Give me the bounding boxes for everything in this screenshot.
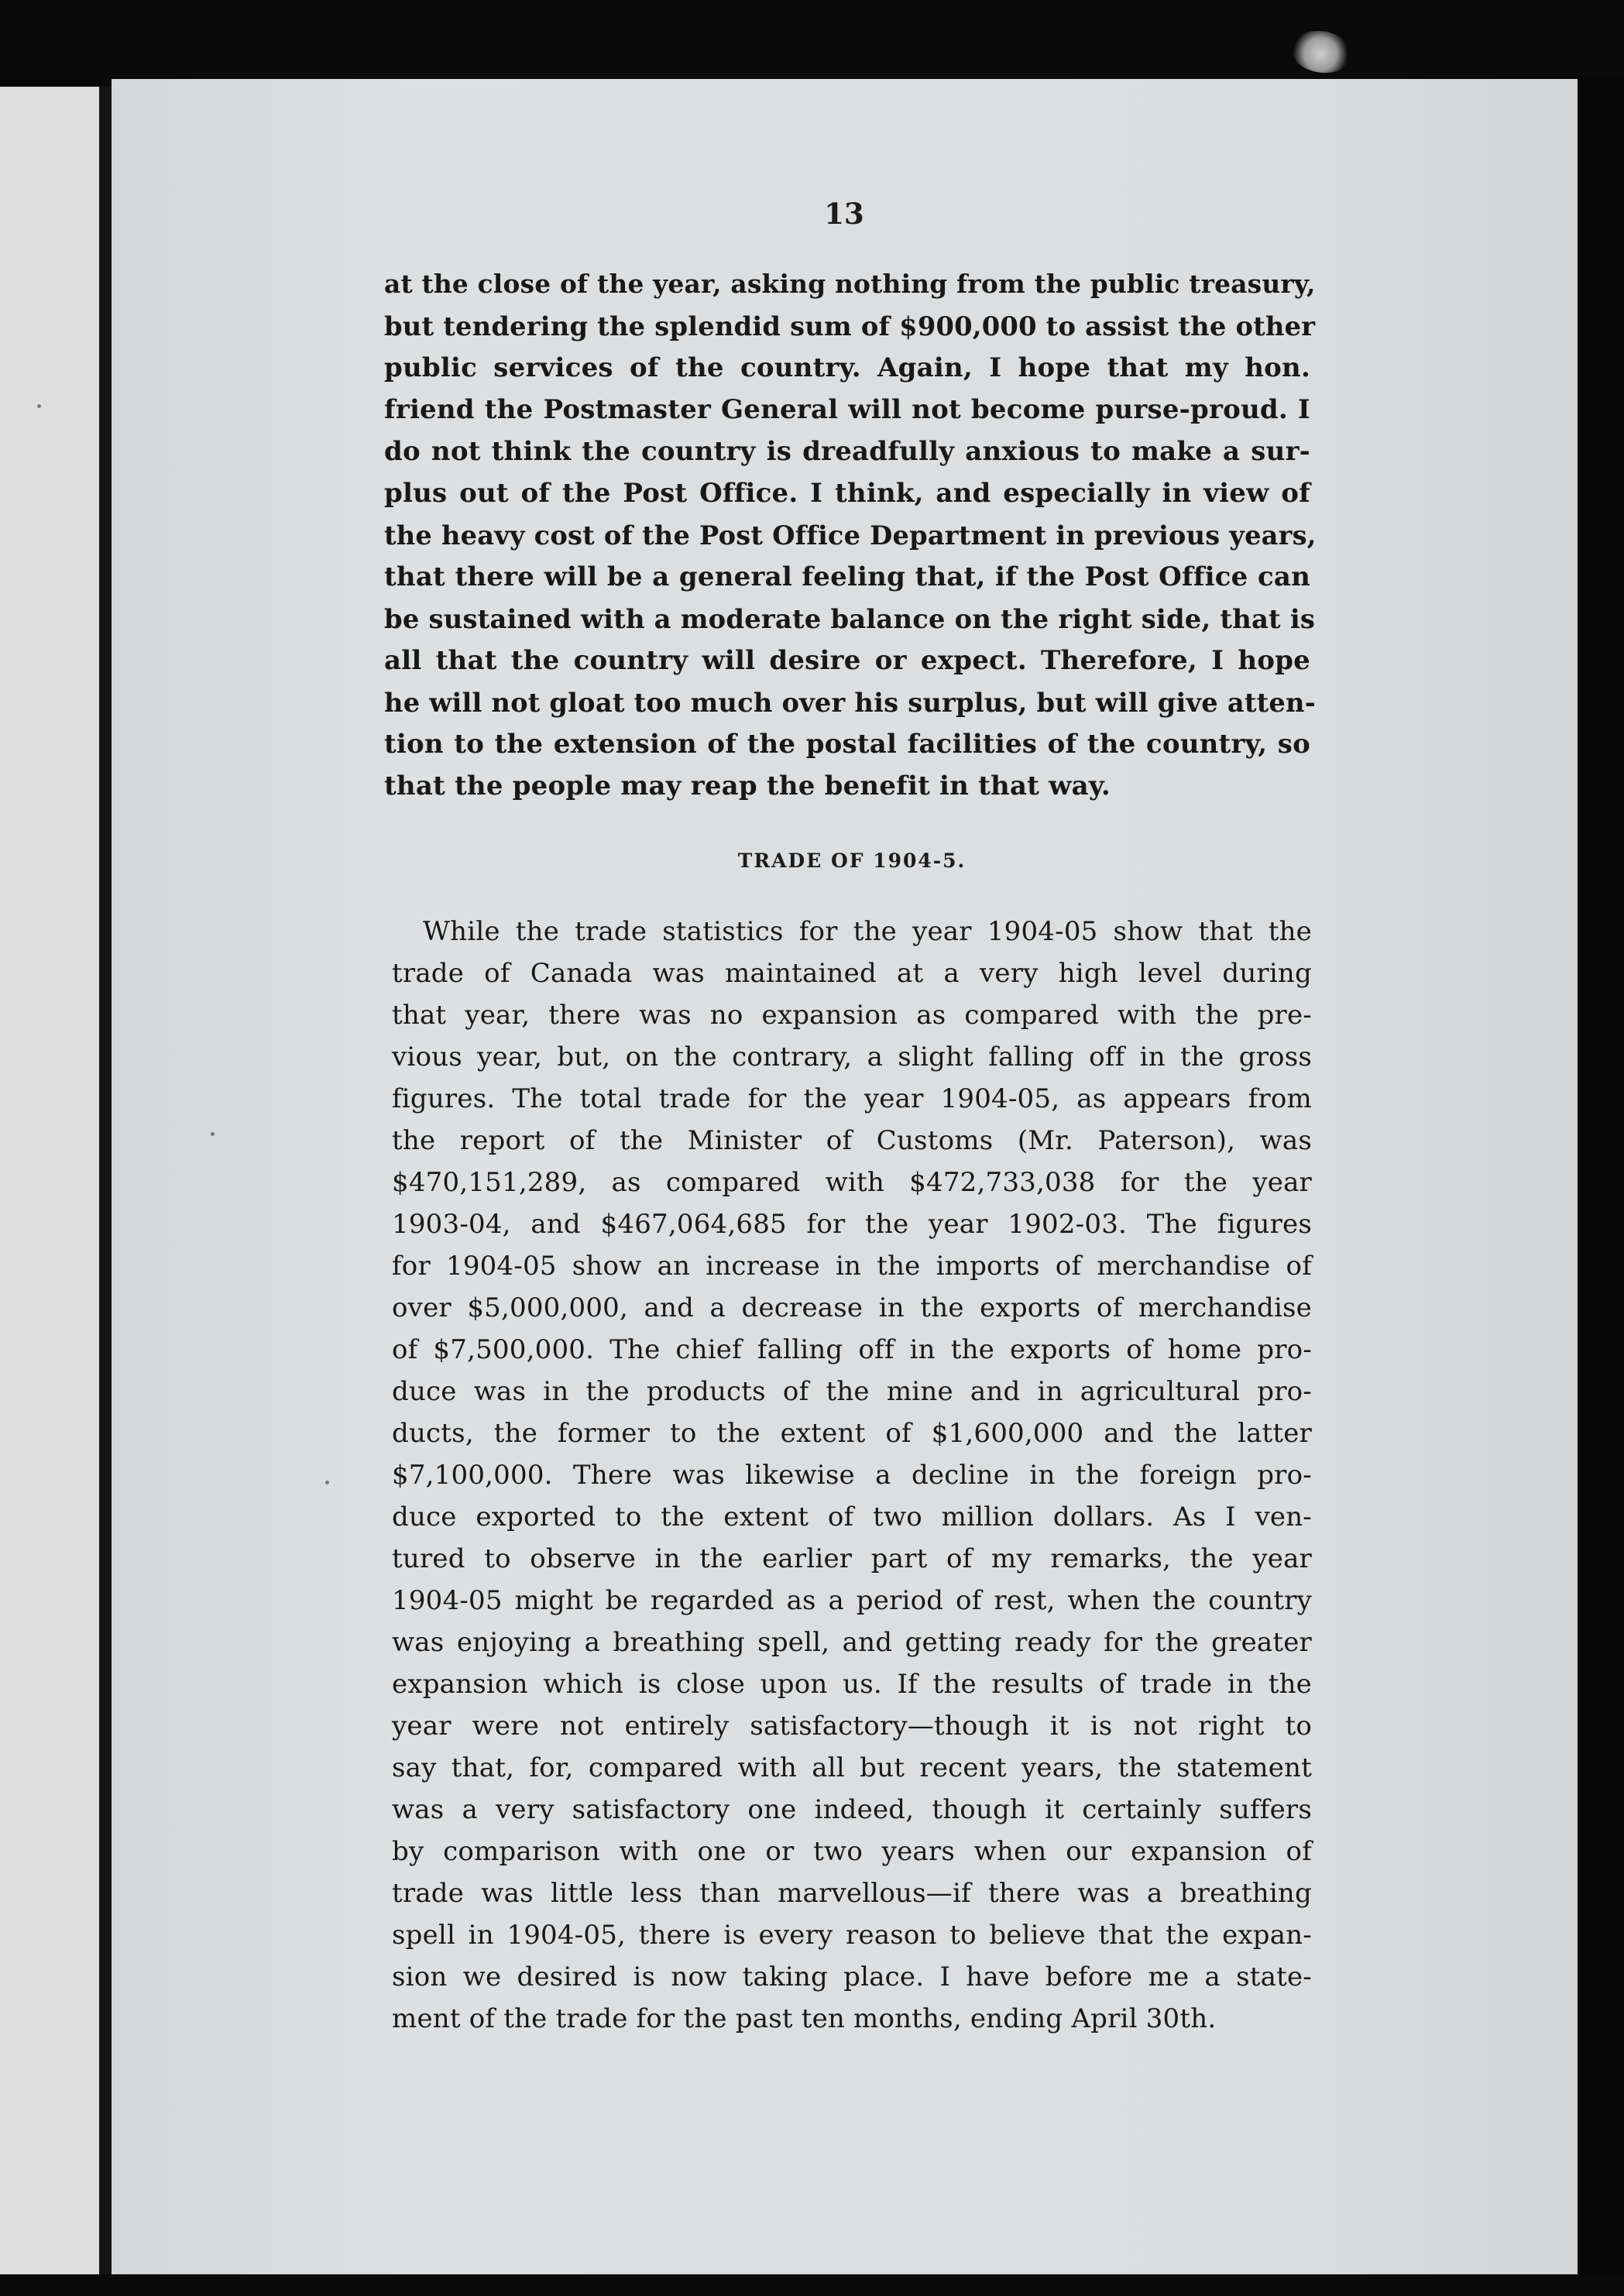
text-line: spell in 1904-05, there is every reason to believe that the expan- <box>392 1920 1312 1951</box>
text-line: $470,151,289, as compared with $472,733,038 for the year <box>392 1167 1312 1198</box>
text-line: the heavy cost of the Post Office Department in previous years, <box>384 520 1317 551</box>
text-line: vious year, but, on the contrary, a slight falling off in the gross <box>392 1042 1312 1072</box>
text-line: tured to observe in the earlier part of my remarks, the year <box>392 1543 1312 1574</box>
text-line: of $7,500,000. The chief falling off in the exports of home pro- <box>392 1334 1312 1365</box>
book-gutter <box>99 87 112 2274</box>
text-line: do not think the country is dreadfully anxious to make a sur- <box>384 436 1310 467</box>
text-line: plus out of the Post Office. I think, and especially in view of <box>384 478 1310 509</box>
text-line: duce was in the products of the mine and in agricultural pro- <box>392 1376 1312 1407</box>
scan-speck <box>211 1132 215 1136</box>
page-number: 13 <box>824 197 864 231</box>
text-line: figures. The total trade for the year 1904-05, as appears from <box>392 1083 1312 1114</box>
text-line: was a very satisfactory one indeed, though it certainly suffers <box>392 1794 1312 1825</box>
text-line: the report of the Minister of Customs (Mr. Paterson), was <box>392 1125 1312 1156</box>
text-line: friend the Postmaster General will not become purse-proud. I <box>384 394 1310 425</box>
text-line: sion we desired is now taking place. I have before me a state- <box>392 1961 1312 1992</box>
text-line: he will not gloat too much over his surplus, but will give atten- <box>384 687 1316 718</box>
text-line: that the people may reap the benefit in that way. <box>384 770 1111 801</box>
facing-page-edge <box>0 87 99 2274</box>
scan-bottom-margin <box>0 2274 1624 2296</box>
text-line: was enjoying a breathing spell, and getting ready for the greater <box>392 1627 1312 1658</box>
section-heading: TRADE OF 1904-5. <box>737 849 967 872</box>
text-line: by comparison with one or two years when our expansion of <box>392 1836 1312 1867</box>
text-line: expansion which is close upon us. If the results of trade in the <box>392 1669 1312 1700</box>
text-line: tion to the extension of the postal facilities of the country, so <box>384 729 1310 760</box>
scan-right-margin <box>1578 74 1624 2296</box>
text-line: that year, there was no expansion as compared with the pre- <box>392 1000 1312 1031</box>
text-line: at the close of the year, asking nothing from the public treasury, <box>384 269 1316 299</box>
text-line: for 1904-05 show an increase in the imports of merchandise of <box>392 1251 1312 1282</box>
text-line: trade of Canada was maintained at a very high level during <box>392 958 1312 989</box>
text-line: duce exported to the extent of two million dollars. As I ven- <box>392 1501 1312 1532</box>
text-line: public services of the country. Again, I hope that my hon. <box>384 352 1310 383</box>
text-line: be sustained with a moderate balance on the right side, that is <box>384 603 1316 634</box>
text-line: but tendering the splendid sum of $900,000 to assist the other <box>384 311 1316 341</box>
text-line: $7,100,000. There was likewise a decline in the foreign pro- <box>392 1460 1312 1491</box>
text-line: all that the country will desire or expect. Therefore, I hope <box>384 645 1310 676</box>
body-paragraph-1 <box>384 263 1317 807</box>
text-line: While the trade statistics for the year 1904-05 show that the <box>423 916 1312 947</box>
scan-speck <box>325 1481 329 1484</box>
text-line: trade was little less than marvellous—if there was a breathing <box>392 1878 1312 1909</box>
text-line: ment of the trade for the past ten months, ending April 30th. <box>392 2003 1217 2034</box>
scan-top-margin <box>0 0 1624 85</box>
text-line: 1903-04, and $467,064,685 for the year 1902-03. The figures <box>392 1209 1312 1240</box>
text-line: that there will be a general feeling that, if the Post Office can <box>384 561 1310 592</box>
body-paragraph-2 <box>392 911 1312 2040</box>
text-line: year were not entirely satisfactory—though it is not right to <box>392 1711 1312 1742</box>
scan-speck <box>37 404 41 408</box>
text-line: over $5,000,000, and a decrease in the exports of merchandise <box>392 1292 1312 1323</box>
text-line: say that, for, compared with all but recent years, the statement <box>392 1752 1312 1783</box>
text-line: ducts, the former to the extent of $1,600,000 and the latter <box>392 1418 1312 1449</box>
text-line: 1904-05 might be regarded as a period of rest, when the country <box>392 1585 1312 1616</box>
